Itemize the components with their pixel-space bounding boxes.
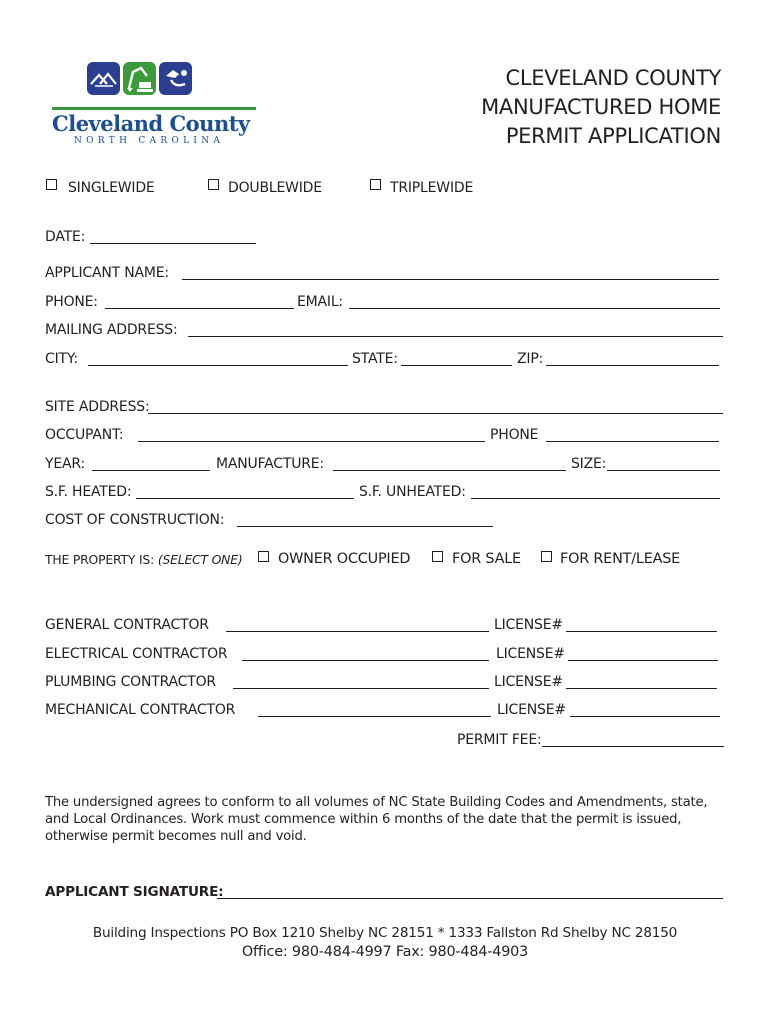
state-field[interactable] xyxy=(401,365,512,366)
logo-state-name: NORTH CAROLINA xyxy=(74,136,225,146)
for-rent-lease-label: FOR RENT/LEASE xyxy=(560,551,681,567)
mechanical-contractor-label: MECHANICAL CONTRACTOR xyxy=(45,702,236,718)
sf-heated-field[interactable] xyxy=(136,498,354,499)
phone-field[interactable] xyxy=(105,308,294,309)
plumbing-license-label: LICENSE# xyxy=(494,674,563,690)
manufacture-field[interactable] xyxy=(333,470,566,471)
singlewide-label: SINGLEWIDE xyxy=(68,180,155,196)
manufacture-label: MANUFACTURE: xyxy=(216,456,324,472)
general-contractor-field[interactable] xyxy=(226,631,489,632)
mechanical-license-label: LICENSE# xyxy=(497,702,566,718)
cost-of-construction-label: COST OF CONSTRUCTION: xyxy=(45,512,225,528)
mailing-address-field[interactable] xyxy=(188,336,723,337)
doublewide-checkbox[interactable] xyxy=(208,179,219,190)
city-field[interactable] xyxy=(88,365,348,366)
property-label-text: THE PROPERTY IS: xyxy=(45,552,158,567)
title-line-3: PERMIT APPLICATION xyxy=(505,124,721,148)
general-license-field[interactable] xyxy=(566,631,717,632)
size-field[interactable] xyxy=(607,470,720,471)
city-label: CITY: xyxy=(45,351,78,367)
date-field[interactable] xyxy=(90,243,256,244)
zip-field[interactable] xyxy=(546,365,719,366)
triplewide-checkbox[interactable] xyxy=(370,179,381,190)
email-label: EMAIL: xyxy=(297,294,343,310)
plumbing-contractor-label: PLUMBING CONTRACTOR xyxy=(45,674,216,690)
applicant-name-field[interactable] xyxy=(182,279,719,280)
phone-label: PHONE: xyxy=(45,294,98,310)
size-label: SIZE: xyxy=(571,456,607,472)
year-field[interactable] xyxy=(92,470,210,471)
form-title xyxy=(401,64,721,151)
zip-label: ZIP: xyxy=(517,351,544,367)
electrical-contractor-label: ELECTRICAL CONTRACTOR xyxy=(45,646,228,662)
footer-contact: Office: 980-484-4997 Fax: 980-484-4903 xyxy=(241,944,529,960)
cost-of-construction-field[interactable] xyxy=(237,526,493,527)
sf-unheated-field[interactable] xyxy=(471,498,720,499)
sf-heated-label: S.F. HEATED: xyxy=(45,484,132,500)
date-label: DATE: xyxy=(45,229,86,245)
footer-address: Building Inspections PO Box 1210 Shelby NC 28151 * 1333 Fallston Rd Shelby NC 28150 xyxy=(92,925,678,941)
occupant-field[interactable] xyxy=(138,441,485,442)
signature-label: APPLICANT SIGNATURE: xyxy=(45,884,224,900)
mechanical-contractor-field[interactable] xyxy=(258,716,491,717)
agreement-text: The undersigned agrees to conform to all volumes of NC State Building Codes and Amendments, state, and Local Ordinances. Work must commence within 6 months of the date that the permit is issued, otherwise permit becomes null and void. xyxy=(45,795,708,844)
site-address-label: SITE ADDRESS: xyxy=(45,399,150,415)
year-label: YEAR: xyxy=(45,456,85,472)
mailing-address-label: MAILING ADDRESS: xyxy=(45,322,178,338)
applicant-name-label: APPLICANT NAME: xyxy=(45,265,169,281)
electrical-contractor-field[interactable] xyxy=(242,660,489,661)
singlewide-checkbox[interactable] xyxy=(46,179,57,190)
for-sale-checkbox[interactable] xyxy=(432,551,443,562)
mechanical-license-field[interactable] xyxy=(570,716,720,717)
doublewide-label: DOUBLEWIDE xyxy=(228,180,322,196)
for-rent-lease-checkbox[interactable] xyxy=(541,551,552,562)
state-label: STATE: xyxy=(352,351,398,367)
plumbing-license-field[interactable] xyxy=(566,688,717,689)
house-roof-icon xyxy=(87,62,120,95)
property-label xyxy=(45,552,243,568)
email-field[interactable] xyxy=(349,308,720,309)
owner-occupied-checkbox[interactable] xyxy=(258,551,269,562)
for-sale-label: FOR SALE xyxy=(452,551,521,567)
logo-county-name: Cleveland County xyxy=(52,111,250,136)
logo-divider xyxy=(52,107,256,110)
sf-unheated-label: S.F. UNHEATED: xyxy=(359,484,466,500)
electrical-license-label: LICENSE# xyxy=(496,646,565,662)
title-line-2: MANUFACTURED HOME xyxy=(481,95,721,119)
county-logo xyxy=(52,62,262,152)
permit-fee-field[interactable] xyxy=(542,746,724,747)
owner-occupied-label: OWNER OCCUPIED xyxy=(278,551,411,567)
general-license-label: LICENSE# xyxy=(494,617,563,633)
site-address-field[interactable] xyxy=(148,413,723,414)
occupant-phone-label: PHONE xyxy=(490,427,539,443)
triplewide-label: TRIPLEWIDE xyxy=(390,180,474,196)
title-line-1: CLEVELAND COUNTY xyxy=(505,66,721,90)
property-select-hint: (SELECT ONE) xyxy=(157,552,243,567)
signature-field[interactable] xyxy=(217,898,723,899)
plumbing-contractor-field[interactable] xyxy=(233,688,489,689)
occupant-label: OCCUPANT: xyxy=(45,427,124,443)
general-contractor-label: GENERAL CONTRACTOR xyxy=(45,617,209,633)
permit-fee-label: PERMIT FEE: xyxy=(457,732,542,748)
occupant-phone-field[interactable] xyxy=(546,441,719,442)
excavator-icon xyxy=(123,62,156,95)
electrical-license-field[interactable] xyxy=(568,660,718,661)
water-tool-icon xyxy=(159,62,192,95)
